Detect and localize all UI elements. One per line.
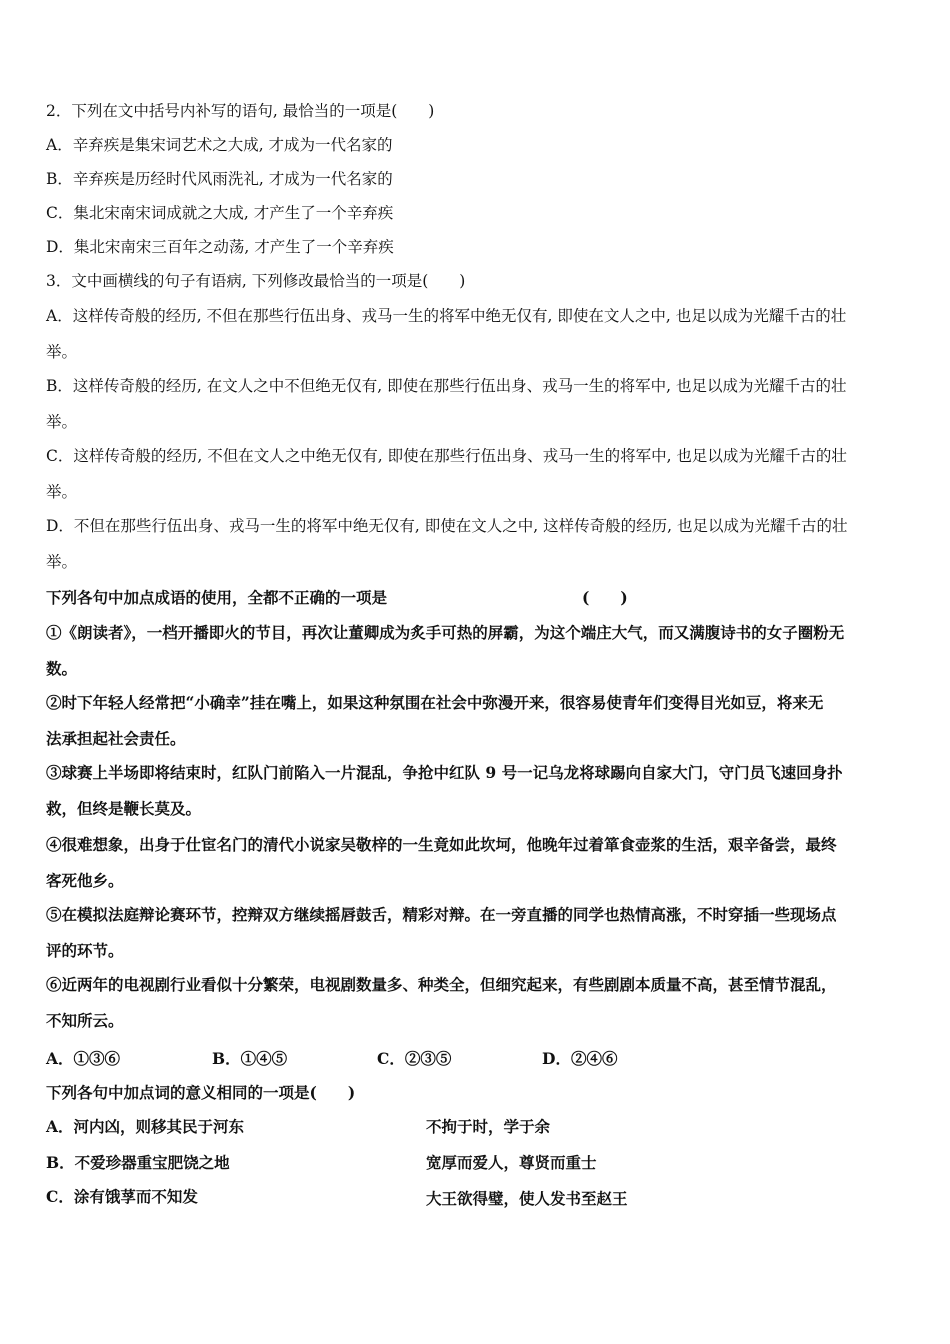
q4-choice-a: A．①③⑥	[46, 1049, 121, 1068]
q3-option-a-line1: A．这样传奇般的经历, 不但在那些行伍出身、戎马一生的将军中绝无仅有, 即使在文人之中, 也足以成为光耀千古的壮	[46, 307, 847, 325]
q5-row-c-right: 大王欲得璧，使人发书至赵王	[426, 1189, 628, 1208]
q2-option-a: A．辛弃疾是集宋词艺术之大成, 才成为一代名家的	[46, 136, 393, 154]
q3-option-c-line1: C．这样传奇般的经历, 不但在文人之中绝无仅有, 即使在那些行伍出身、戎马一生的将军中, 也足以成为光耀千古的壮	[46, 447, 847, 465]
q2-stem: 2．下列在文中括号内补写的语句, 最恰当的一项是( )	[46, 102, 435, 120]
q4-item-4-line1: ④很难想象，出身于仕宦名门的清代小说家吴敬梓的一生竟如此坎坷，他晚年过着箪食壶浆的生活，艰辛备尝，最终	[46, 835, 837, 854]
q4-item-1-line1: ①《朗读者》，一档开播即火的节目，再次让董卿成为炙手可热的屏霸，为这个端庄大气，而又满腹诗书的女子圈粉无	[46, 623, 845, 642]
q5-stem: 下列各句中加点词的意义相同的一项是( )	[46, 1083, 356, 1102]
q4-item-4-line2: 客死他乡。	[46, 871, 124, 890]
q5-row-c-left: C．涂有饿莩而不知发	[46, 1187, 198, 1206]
q3-option-d-line1: D．不但在那些行伍出身、戎马一生的将军中绝无仅有, 即使在文人之中, 这样传奇般的经历, 也足以成为光耀千古的壮	[46, 517, 848, 535]
q5-row-b-left: B．不爱珍器重宝肥饶之地	[46, 1153, 230, 1172]
q4-item-2-line2: 法承担起社会责任。	[46, 729, 186, 748]
q4-item-2-line1: ②时下年轻人经常把“小确幸”挂在嘴上，如果这种氛围在社会中弥漫开来，很容易使青年们变得目光如豆，将来无	[46, 693, 824, 712]
q4-item-5-line1: ⑤在模拟法庭辩论赛环节，控辩双方继续摇唇鼓舌，精彩对辩。在一旁直播的同学也热情高涨，不时穿插一些现场点	[46, 905, 837, 924]
q5-row-a-left: A．河内凶，则移其民于河东	[46, 1117, 245, 1136]
q4-item-5-line2: 评的环节。	[46, 941, 124, 960]
q4-item-6-line1: ⑥近两年的电视剧行业看似十分繁荣，电视剧数量多、种类全，但细究起来，有些剧剧本质量不高，甚至情节混乱，	[46, 975, 837, 994]
q4-item-6-line2: 不知所云。	[46, 1011, 124, 1030]
q3-option-c-line2: 举。	[46, 483, 78, 501]
q4-choice-b: B．①④⑤	[212, 1049, 288, 1068]
q3-option-b-line2: 举。	[46, 413, 78, 431]
q4-stem: 下列各句中加点成语的使用，全都不正确的一项是	[46, 588, 388, 607]
q4-item-3-line2: 救，但终是鞭长莫及。	[46, 799, 202, 818]
q4-choice-d: D．②④⑥	[542, 1049, 618, 1068]
q2-option-b: B．辛弃疾是历经时代风雨洗礼, 才成为一代名家的	[46, 170, 393, 188]
q5-row-b-right: 宽厚而爱人，尊贤而重士	[426, 1153, 597, 1172]
q4-answer-paren: ( )	[582, 588, 628, 607]
q3-option-d-line2: 举。	[46, 553, 78, 571]
q2-option-d: D．集北宋南宋三百年之动荡, 才产生了一个辛弃疾	[46, 238, 394, 256]
q3-option-b-line1: B．这样传奇般的经历, 在文人之中不但绝无仅有, 即使在那些行伍出身、戎马一生的将军中, 也足以成为光耀千古的壮	[46, 377, 847, 395]
q4-choice-c: C．②③⑤	[377, 1049, 452, 1068]
q2-option-c: C．集北宋南宋词成就之大成, 才产生了一个辛弃疾	[46, 204, 394, 222]
q4-item-3-line1: ③球赛上半场即将结束时，红队门前陷入一片混乱，争抢中红队 9 号一记乌龙将球踢向自家大门，守门员飞速回身扑	[46, 763, 843, 782]
q3-option-a-line2: 举。	[46, 343, 78, 361]
q3-stem: 3．文中画横线的句子有语病, 下列修改最恰当的一项是( )	[46, 272, 466, 290]
q4-item-1-line2: 数。	[46, 659, 78, 678]
q5-row-a-right: 不拘于时，学于余	[426, 1117, 551, 1136]
